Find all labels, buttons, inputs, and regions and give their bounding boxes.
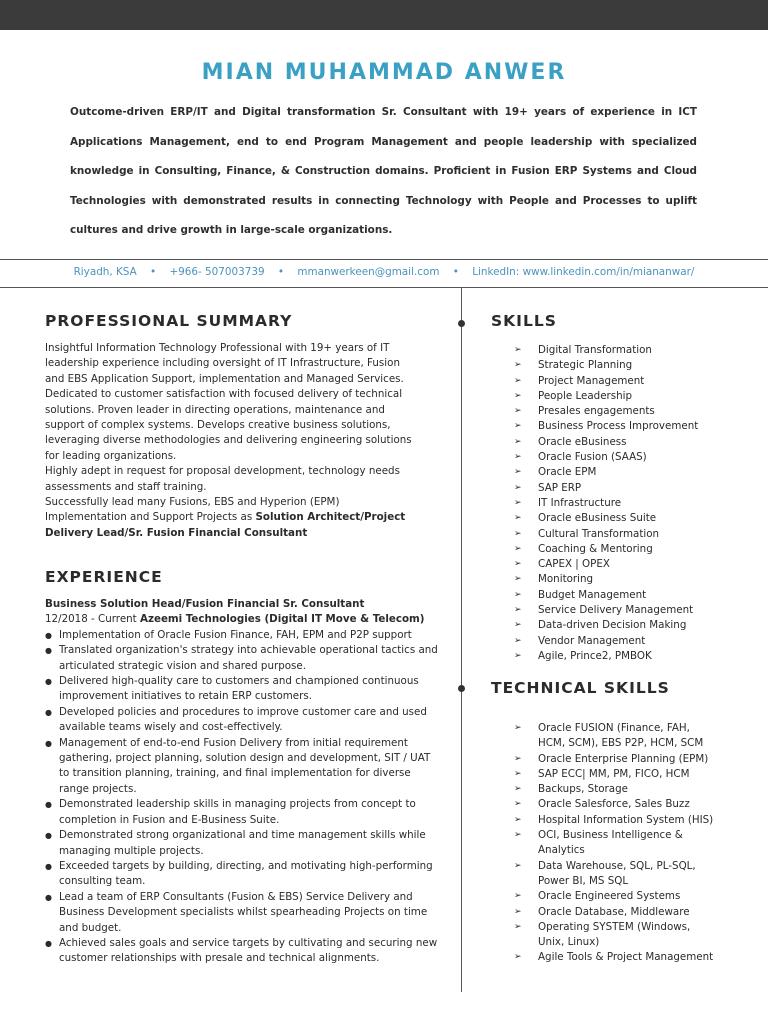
contact-separator: • — [452, 266, 459, 278]
skill-item: ➢ IT Infrastructure — [514, 496, 754, 511]
contact-separator: • — [150, 266, 157, 278]
divider-dot — [458, 320, 465, 327]
skills-section — [514, 343, 754, 664]
contact-divider-top — [0, 259, 768, 260]
skill-item: ➢ Coaching & Mentoring — [514, 542, 754, 557]
contact-divider-bottom — [0, 287, 768, 288]
technical-skill-item: ➢ Operating SYSTEM (Windows, Unix, Linux) — [514, 920, 714, 951]
skill-item: ➢ People Leadership — [514, 389, 754, 404]
summary-paragraph: Dedicated to customer satisfaction with focused delivery of technical solutions. Proven leader in directing operations, maintenance and support of complex systems. Develops creative business solutions, leveraging diverse methodologies and delivering engineering solutions for leading organizations. — [45, 388, 412, 462]
experience-bullet: ● Management of end-to-end Fusion Delivery from initial requirement gathering, project planning, solution design and development, SIT / UAT to transition planning, training, and final implementation for diverse range projects. — [45, 736, 440, 798]
summary-heading: PROFESSIONAL SUMMARY — [45, 312, 293, 330]
skill-item: ➢ SAP ERP — [514, 481, 754, 496]
summary-section — [45, 341, 420, 541]
technical-skill-item: ➢ OCI, Business Intelligence & Analytics — [514, 828, 714, 859]
summary-paragraph: Highly adept in request for proposal development, technology needs assessments and staff training. — [45, 465, 400, 493]
technical-skills-section — [514, 721, 714, 966]
summary-paragraph: Insightful Information Technology Professional with 19+ years of IT leadership experience including oversight of IT Infrastructure, Fusion and EBS Application Support, implementation and Managed Services. — [45, 342, 404, 385]
summary-highlight: Solution Architect/Project Delivery Lead/Sr. Fusion Financial Consultant — [45, 511, 406, 539]
contact-bar — [0, 266, 768, 278]
technical-skill-item: ➢ Oracle Enterprise Planning (EPM) — [514, 752, 714, 767]
technical-skill-item: ➢ Oracle FUSION (Finance, FAH, HCM, SCM), EBS P2P, HCM, SCM — [514, 721, 714, 752]
technical-skill-item: ➢ Oracle Database, Middleware — [514, 905, 714, 920]
top-banner — [0, 0, 768, 30]
contact-linkedin[interactable]: LinkedIn: www.linkedin.com/in/miananwar/ — [472, 266, 695, 278]
contact-email[interactable]: mmanwerkeen@gmail.com — [297, 266, 440, 278]
skill-item: ➢ Business Process Improvement — [514, 419, 754, 434]
technical-skill-item: ➢ Data Warehouse, SQL, PL-SQL, Power BI, MS SQL — [514, 859, 714, 890]
technical-skill-item: ➢ SAP ECC| MM, PM, FICO, HCM — [514, 767, 714, 782]
contact-location: Riyadh, KSA — [73, 266, 137, 278]
contact-separator: • — [277, 266, 285, 278]
experience-bullet: ● Lead a team of ERP Consultants (Fusion & EBS) Service Delivery and Business Development specialists whilst spearheading Projects on time and budget. — [45, 890, 440, 936]
technical-skill-item: ➢ Backups, Storage — [514, 782, 714, 797]
skill-item: ➢ Oracle EPM — [514, 465, 754, 480]
experience-bullet: ● Delivered high-quality care to customers and championed continuous improvement initiatives to retain ERP customers. — [45, 674, 440, 705]
job-period: 12/2018 - Current — [45, 613, 140, 626]
experience-bullet: ● Achieved sales goals and service targets by cultivating and securing new customer relationships with presale and technical alignments. — [45, 936, 440, 967]
job-period-line — [45, 612, 440, 627]
skill-item: ➢ Oracle eBusiness — [514, 435, 754, 450]
technical-skill-item: ➢ Oracle Engineered Systems — [514, 889, 714, 904]
skill-item: ➢ Presales engagements — [514, 404, 754, 419]
skill-item: ➢ Project Management — [514, 374, 754, 389]
technical-skills-heading: TECHNICAL SKILLS — [491, 679, 670, 697]
skills-heading: SKILLS — [491, 312, 557, 330]
experience-bullets — [45, 628, 440, 967]
skill-item: ➢ Service Delivery Management — [514, 603, 754, 618]
skill-item: ➢ Agile, Prince2, PMBOK — [514, 649, 754, 664]
technical-skills-list — [514, 721, 714, 966]
skill-item: ➢ Strategic Planning — [514, 358, 754, 373]
candidate-name: MIAN MUHAMMAD ANWER — [201, 60, 567, 85]
job-title: Business Solution Head/Fusion Financial Sr. Consultant — [45, 598, 365, 610]
experience-bullet: ● Translated organization's strategy into achievable operational tactics and articulated strategic vision and shared purpose. — [45, 643, 440, 674]
skill-item: ➢ Cultural Transformation — [514, 527, 754, 542]
skill-item: ➢ Vendor Management — [514, 634, 754, 649]
skill-item: ➢ Oracle Fusion (SAAS) — [514, 450, 754, 465]
skill-item: ➢ Monitoring — [514, 572, 754, 587]
experience-bullet: ● Demonstrated strong organizational and time management skills while managing multiple projects. — [45, 828, 440, 859]
summary-text: Successfully lead many Fusions, EBS and Hyperion (EPM) Implementation and Support Projects as — [45, 496, 340, 524]
technical-skill-item: ➢ Oracle Salesforce, Sales Buzz — [514, 797, 714, 812]
technical-skill-item: ➢ Agile Tools & Project Management — [514, 950, 714, 965]
divider-dot — [458, 685, 465, 692]
experience-bullet: ● Exceeded targets by building, directing, and motivating high-performing consulting team. — [45, 859, 440, 890]
skill-item: ➢ CAPEX | OPEX — [514, 557, 754, 572]
experience-bullet: ● Demonstrated leadership skills in managing projects from concept to completion in Fusion and E-Business Suite. — [45, 797, 440, 828]
experience-bullet: ● Developed policies and procedures to improve customer care and used available teams wisely and cost-effectively. — [45, 705, 440, 736]
summary-paragraph — [45, 495, 420, 541]
skills-list — [514, 343, 754, 664]
contact-phone[interactable]: +966- 507003739 — [169, 266, 265, 278]
experience-heading: EXPERIENCE — [45, 568, 163, 586]
skill-item: ➢ Oracle eBusiness Suite — [514, 511, 754, 526]
company-name: Azeemi Technologies (Digital IT Move & Telecom) — [140, 613, 425, 626]
technical-skill-item: ➢ Hospital Information System (HIS) — [514, 813, 714, 828]
column-divider — [461, 288, 462, 992]
experience-section — [45, 597, 440, 967]
experience-bullet: ● Implementation of Oracle Fusion Finance, FAH, EPM and P2P support — [45, 628, 440, 643]
skill-item: ➢ Data-driven Decision Making — [514, 618, 754, 633]
intro-statement: Outcome-driven ERP/IT and Digital transformation Sr. Consultant with 19+ years of experience in ICT Applications Management, end to end Program Management and people leadership with specialized knowledge in Consulting, Finance, & Construction domains. Proficient in Fusion ERP Systems and Cloud Technologies with demonstrated results in connecting Technology with People and Processes to uplift cultures and drive growth in large-scale organizations. — [70, 106, 697, 236]
skill-item: ➢ Digital Transformation — [514, 343, 754, 358]
skill-item: ➢ Budget Management — [514, 588, 754, 603]
